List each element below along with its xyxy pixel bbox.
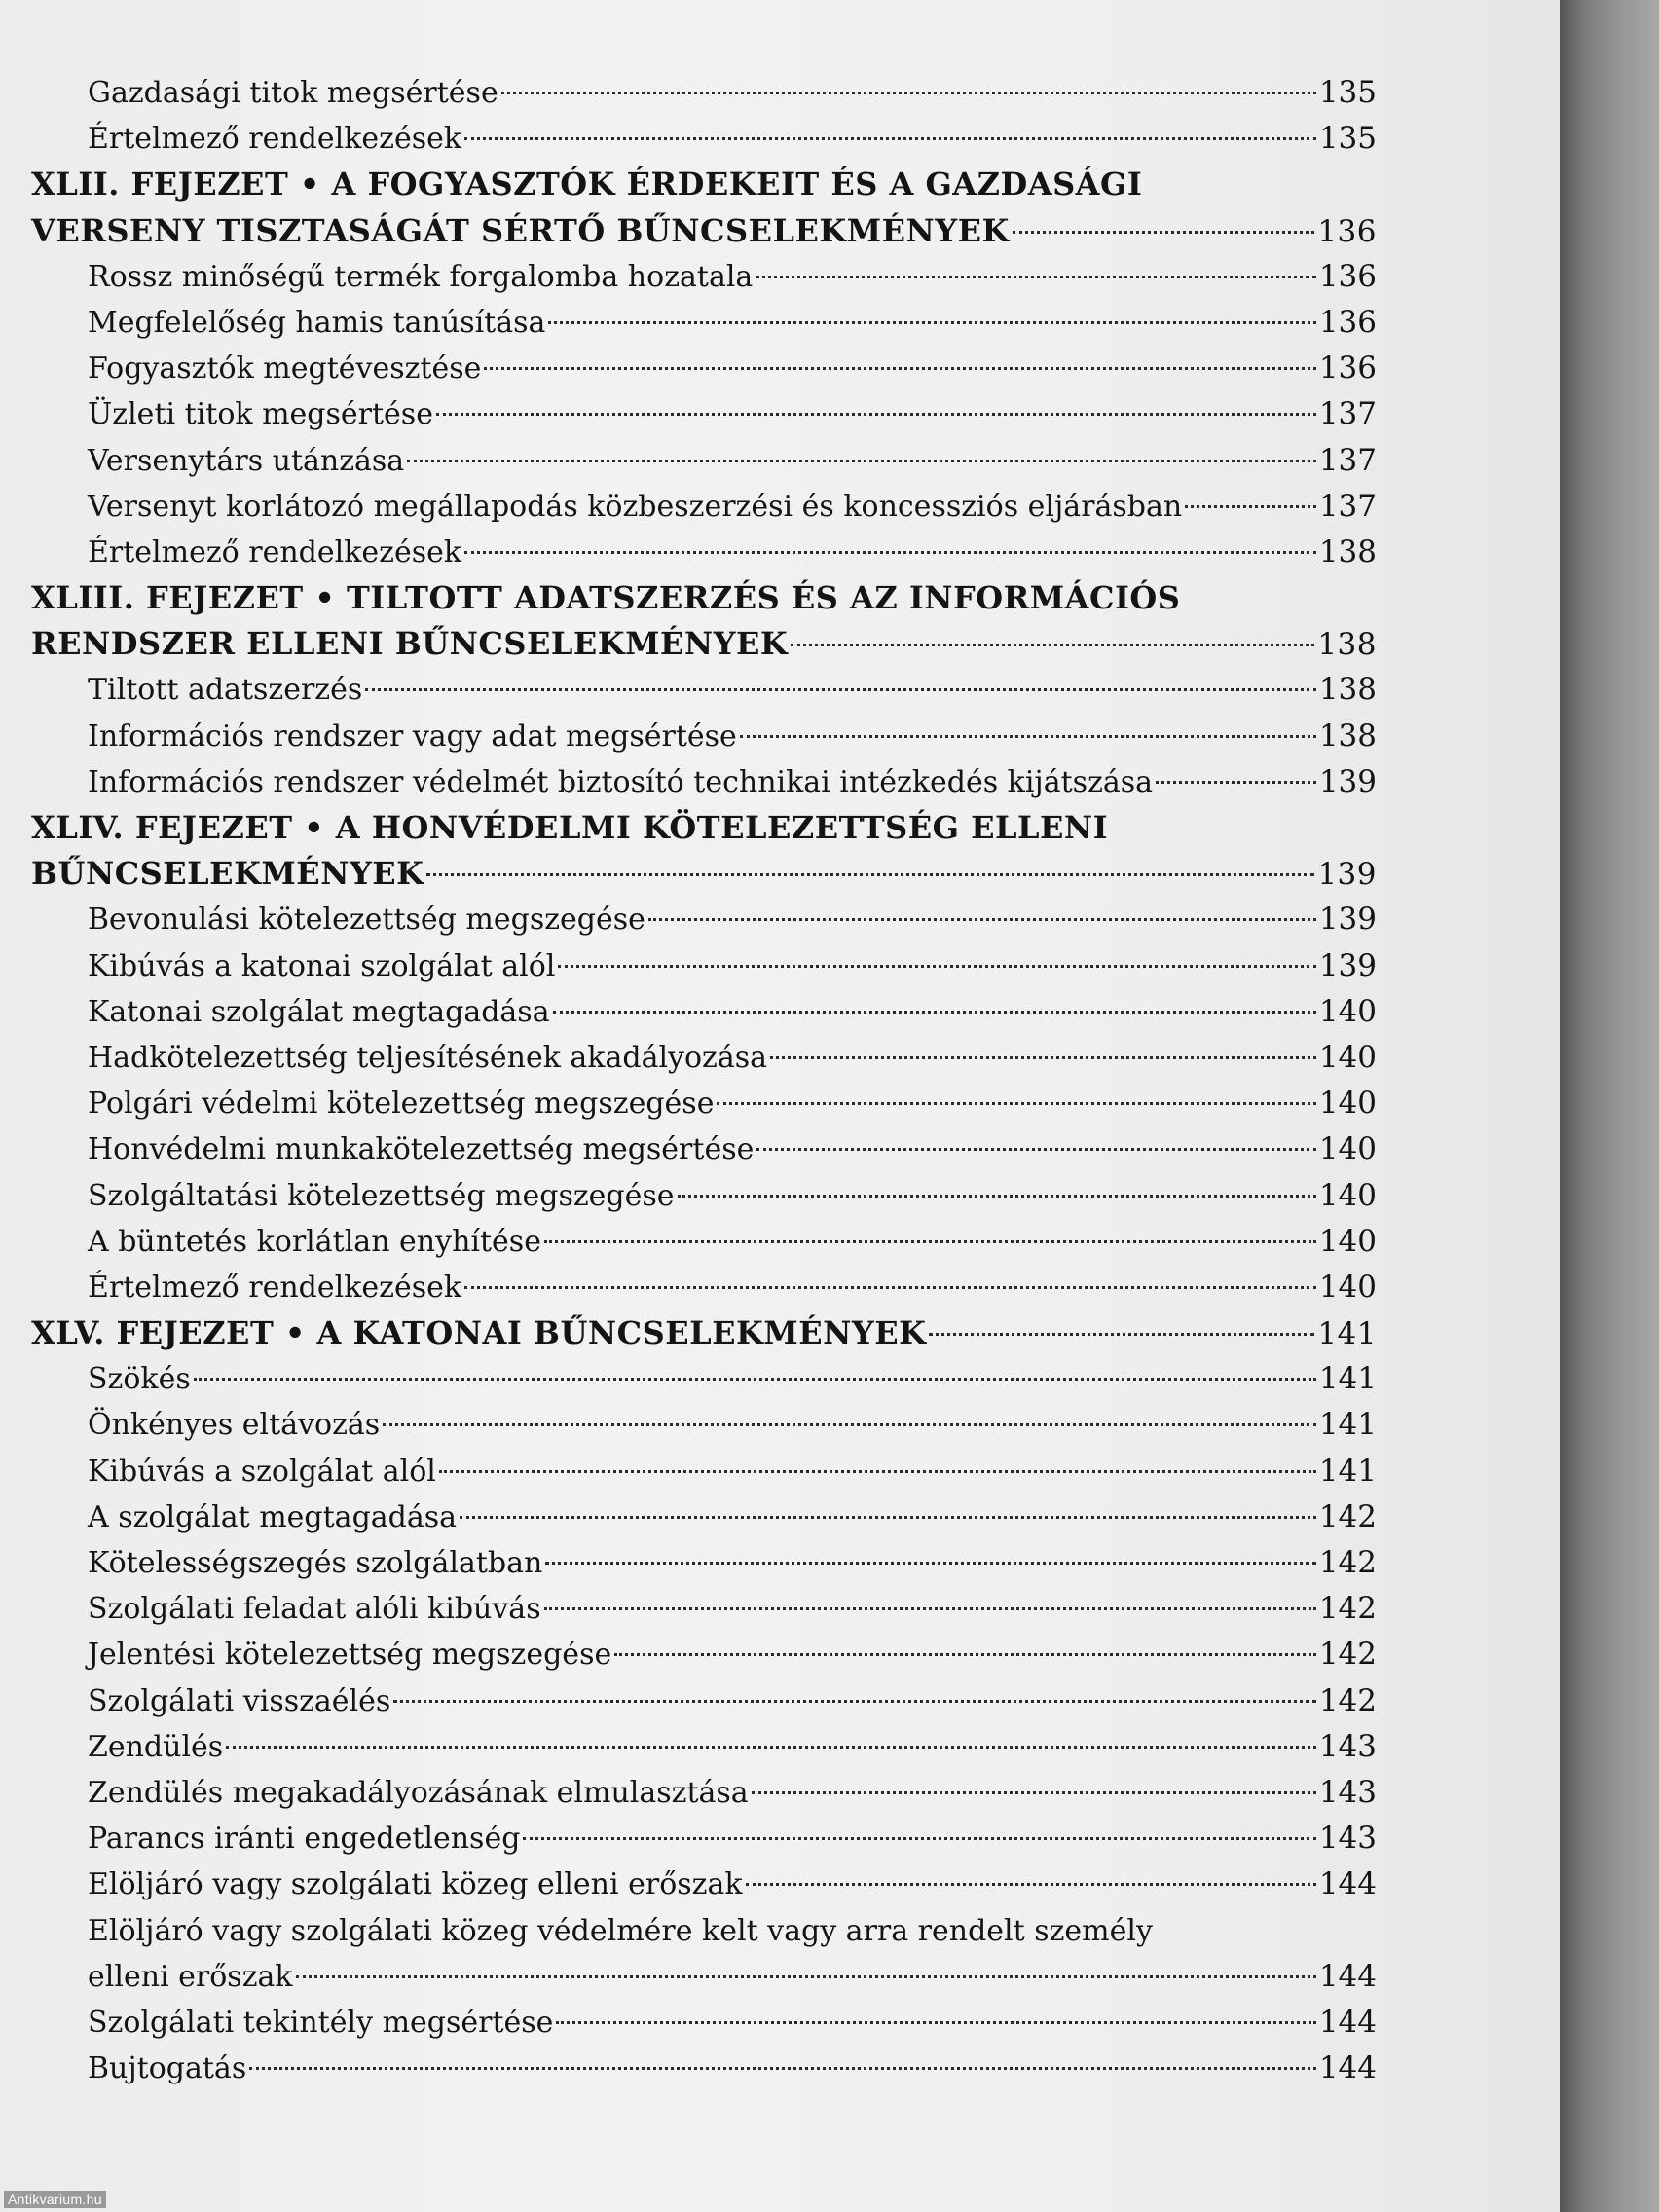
dot-leader xyxy=(484,364,1315,370)
toc-page-number: 142 xyxy=(1318,1637,1377,1673)
toc-page-number: 142 xyxy=(1318,1682,1377,1718)
toc-chapter-heading xyxy=(31,621,1377,667)
toc-entry xyxy=(31,1816,1377,1862)
dot-leader xyxy=(553,1008,1316,1014)
dot-leader xyxy=(556,2018,1315,2024)
toc-page-number: 136 xyxy=(1318,304,1377,340)
toc-page-number: 136 xyxy=(1318,258,1377,294)
toc-page-number: 141 xyxy=(1318,1453,1377,1489)
toc-title: Értelmező rendelkezések xyxy=(88,1270,462,1305)
toc-title: Információs rendszer vagy adat megsértése xyxy=(88,719,737,754)
toc-title: Versenytárs utánzása xyxy=(88,443,405,478)
toc-entry xyxy=(31,1954,1377,2000)
dot-leader xyxy=(756,1145,1315,1151)
toc-title: Szolgáltatási kötelezettség megszegése xyxy=(88,1178,675,1213)
toc-page-number: 142 xyxy=(1318,1591,1377,1627)
toc-title: Rossz minőségű termék forgalomba hozatala xyxy=(88,259,754,294)
dot-leader xyxy=(548,318,1315,324)
toc-page-number: 144 xyxy=(1318,1866,1377,1902)
toc-entry xyxy=(31,714,1377,759)
toc-page-number: 137 xyxy=(1318,488,1377,524)
toc-title: Szökés xyxy=(88,1362,191,1397)
toc-page-number: 140 xyxy=(1318,1086,1377,1122)
dot-leader xyxy=(439,1467,1316,1473)
dot-leader xyxy=(464,1283,1316,1289)
toc-title: Szolgálati tekintély megsértése xyxy=(88,2005,554,2040)
dot-leader xyxy=(501,89,1316,94)
toc-chapter-heading xyxy=(31,805,1377,851)
toc-entry xyxy=(31,1356,1377,1402)
toc-title: elleni erőszak xyxy=(88,1959,293,1994)
toc-page-number: 140 xyxy=(1318,1131,1377,1167)
dot-leader xyxy=(544,1604,1316,1610)
toc-page-number: 142 xyxy=(1318,1545,1377,1580)
toc-page-number: 138 xyxy=(1317,627,1377,663)
toc-entry xyxy=(31,759,1377,805)
dot-leader xyxy=(1013,228,1315,234)
toc-page-number: 141 xyxy=(1318,1361,1377,1397)
toc-title: Kibúvás a katonai szolgálat alól xyxy=(88,948,556,983)
toc-title: Üzleti titok megsértése xyxy=(88,397,433,432)
toc-title: Polgári védelmi kötelezettség megszegése xyxy=(88,1087,715,1122)
toc-title: Elöljáró vagy szolgálati közeg elleni erőszak xyxy=(88,1867,743,1902)
toc-page-number: 140 xyxy=(1318,1223,1377,1259)
toc-chapter-heading xyxy=(31,575,1377,621)
toc-page-number: 138 xyxy=(1318,718,1377,754)
toc-page-number: 139 xyxy=(1318,763,1377,799)
toc-entry xyxy=(31,1678,1377,1724)
toc-page-number: 140 xyxy=(1318,1269,1377,1305)
toc-title: Versenyt korlátozó megállapodás közbeszerzési és koncessziós eljárásban xyxy=(88,489,1183,524)
toc-page-number: 144 xyxy=(1318,1958,1377,1994)
toc-title: RENDSZER ELLENI BŰNCSELEKMÉNYEK xyxy=(31,625,789,663)
toc-page-number: 136 xyxy=(1317,213,1377,249)
toc-page-number: 143 xyxy=(1318,1728,1377,1764)
page-edge-shadow xyxy=(1560,0,1659,2212)
toc-page-number: 138 xyxy=(1318,672,1377,708)
dot-leader xyxy=(436,410,1316,416)
toc-page-number: 144 xyxy=(1318,2004,1377,2040)
dot-leader xyxy=(545,1559,1316,1565)
toc-title: Parancs iránti engedetlenség xyxy=(88,1822,521,1857)
toc-chapter-heading xyxy=(31,208,1377,254)
dot-leader xyxy=(648,915,1316,921)
toc-title: Hadkötelezettség teljesítésének akadályozása xyxy=(88,1040,768,1075)
toc-title: Önkényes eltávozás xyxy=(88,1408,381,1443)
toc-entry xyxy=(31,116,1377,162)
toc-title: XLV. FEJEZET • A KATONAI BŰNCSELEKMÉNYEK xyxy=(31,1314,927,1352)
toc-entry xyxy=(31,667,1377,713)
toc-title: Zendülés xyxy=(88,1729,224,1764)
dot-leader xyxy=(558,962,1315,968)
dot-leader xyxy=(407,457,1316,462)
toc-page-number: 140 xyxy=(1318,1039,1377,1075)
toc-entry xyxy=(31,1126,1377,1172)
toc-entry xyxy=(31,1081,1377,1126)
toc-chapter-heading xyxy=(31,1310,1377,1356)
toc-title: Bujtogatás xyxy=(88,2051,247,2086)
toc-title: Kibúvás a szolgálat alól xyxy=(88,1454,436,1489)
toc-page-number: 144 xyxy=(1318,2050,1377,2086)
dot-leader xyxy=(460,1513,1316,1519)
dot-leader xyxy=(752,1788,1316,1794)
toc-entry xyxy=(31,300,1377,346)
toc-title: Szolgálati visszaélés xyxy=(88,1683,391,1718)
toc-chapter-heading xyxy=(31,851,1377,897)
dot-leader xyxy=(383,1420,1316,1426)
toc-entry xyxy=(31,989,1377,1035)
toc-title: Elöljáró vagy szolgálati közeg védelmére kelt vagy arra rendelt személy xyxy=(88,1913,1153,1948)
toc-page-number: 143 xyxy=(1318,1774,1377,1810)
toc-entry xyxy=(31,1724,1377,1770)
toc-title: Katonai szolgálat megtagadása xyxy=(88,994,550,1029)
toc-title: Bevonulási kötelezettség megszegése xyxy=(88,903,645,938)
toc-title: Tiltott adatszerzés xyxy=(88,673,363,708)
toc-entry xyxy=(31,1862,1377,1907)
dot-leader xyxy=(365,685,1316,691)
dot-leader xyxy=(929,1330,1314,1336)
toc-page-number: 136 xyxy=(1318,350,1377,387)
toc-entry xyxy=(31,1173,1377,1219)
toc-title: XLIV. FEJEZET • A HONVÉDELMI KÖTELEZETTSÉG ELLENI xyxy=(31,809,1109,846)
toc-entry xyxy=(31,1908,1377,1954)
toc-entry xyxy=(31,2000,1377,2046)
toc-title: Zendülés megakadályozásának elmulasztása xyxy=(88,1775,749,1810)
toc-page-number: 140 xyxy=(1318,1177,1377,1213)
toc-title: A szolgálat megtagadása xyxy=(88,1499,458,1534)
toc-entry xyxy=(31,484,1377,530)
dot-leader xyxy=(791,641,1314,646)
dot-leader xyxy=(464,134,1316,140)
dot-leader xyxy=(523,1834,1315,1840)
dot-leader xyxy=(296,1972,1316,1978)
toc-page-number: 141 xyxy=(1317,1316,1377,1352)
toc-page-number: 140 xyxy=(1318,993,1377,1029)
toc-title: XLII. FEJEZET • A FOGYASZTÓK ÉRDEKEIT ÉS A GAZDASÁGI xyxy=(31,166,1143,203)
toc-entry xyxy=(31,1770,1377,1816)
toc-entry xyxy=(31,438,1377,484)
toc-entry xyxy=(31,1540,1377,1586)
dot-leader xyxy=(678,1192,1316,1198)
toc-page-number: 139 xyxy=(1317,857,1377,893)
toc-entry xyxy=(31,254,1377,300)
dot-leader xyxy=(746,1880,1316,1886)
toc-entry xyxy=(31,1449,1377,1494)
table-of-contents xyxy=(31,70,1377,2091)
toc-entry xyxy=(31,1494,1377,1540)
toc-title: Értelmező rendelkezések xyxy=(88,535,462,570)
toc-page-number: 138 xyxy=(1318,534,1377,570)
dot-leader xyxy=(426,870,1314,876)
dot-leader xyxy=(249,2064,1316,2070)
toc-title: Megfelelőség hamis tanúsítása xyxy=(88,305,546,340)
toc-entry xyxy=(31,70,1377,116)
toc-page-number: 139 xyxy=(1318,902,1377,938)
toc-page-number: 135 xyxy=(1318,121,1377,157)
dot-leader xyxy=(194,1375,1316,1381)
toc-title: Gazdasági titok megsértése xyxy=(88,76,498,110)
toc-entry xyxy=(31,530,1377,575)
dot-leader xyxy=(614,1650,1316,1656)
toc-entry xyxy=(31,391,1377,437)
dot-leader xyxy=(756,273,1316,278)
toc-title: VERSENY TISZTASÁGÁT SÉRTŐ BŰNCSELEKMÉNYEK xyxy=(31,211,1010,249)
dot-leader xyxy=(1156,778,1316,784)
toc-title: Információs rendszer védelmét biztosító technikai intézkedés kijátszása xyxy=(88,764,1154,799)
toc-entry xyxy=(31,1402,1377,1448)
toc-title: A büntetés korlátlan enyhítése xyxy=(88,1224,541,1259)
dot-leader xyxy=(544,1237,1316,1243)
toc-page-number: 137 xyxy=(1318,396,1377,432)
dot-leader xyxy=(740,732,1316,738)
toc-page-number: 141 xyxy=(1318,1407,1377,1443)
toc-entry xyxy=(31,943,1377,989)
toc-chapter-heading xyxy=(31,162,1377,207)
dot-leader xyxy=(226,1743,1316,1749)
toc-page-number: 143 xyxy=(1318,1821,1377,1857)
toc-title: BŰNCSELEKMÉNYEK xyxy=(31,855,424,893)
toc-title: Honvédelmi munkakötelezettség megsértése xyxy=(88,1132,755,1167)
dot-leader xyxy=(464,548,1316,554)
toc-entry xyxy=(31,2046,1377,2091)
toc-entry xyxy=(31,1219,1377,1265)
dot-leader xyxy=(717,1099,1315,1105)
toc-title: Fogyasztók megtévesztése xyxy=(88,351,482,387)
toc-title: XLIII. FEJEZET • TILTOTT ADATSZERZÉS ÉS AZ INFORMÁCIÓS xyxy=(31,579,1181,617)
dot-leader xyxy=(770,1053,1316,1059)
toc-entry xyxy=(31,897,1377,942)
watermark: Antikvarium.hu xyxy=(4,2191,106,2208)
toc-title: Kötelességszegés szolgálatban xyxy=(88,1546,543,1580)
toc-title: Szolgálati feladat alóli kibúvás xyxy=(88,1592,541,1627)
toc-title: Jelentési kötelezettség megszegése xyxy=(88,1638,612,1673)
toc-page-number: 137 xyxy=(1318,442,1377,478)
dot-leader xyxy=(393,1697,1316,1703)
toc-entry xyxy=(31,1265,1377,1310)
toc-page-number: 142 xyxy=(1318,1498,1377,1534)
toc-page-number: 139 xyxy=(1318,947,1377,983)
toc-page-number: 135 xyxy=(1318,75,1377,110)
toc-entry xyxy=(31,1632,1377,1677)
toc-entry xyxy=(31,1586,1377,1632)
dot-leader xyxy=(1185,502,1316,508)
toc-entry xyxy=(31,1035,1377,1081)
toc-title: Értelmező rendelkezések xyxy=(88,122,462,157)
toc-entry xyxy=(31,346,1377,391)
